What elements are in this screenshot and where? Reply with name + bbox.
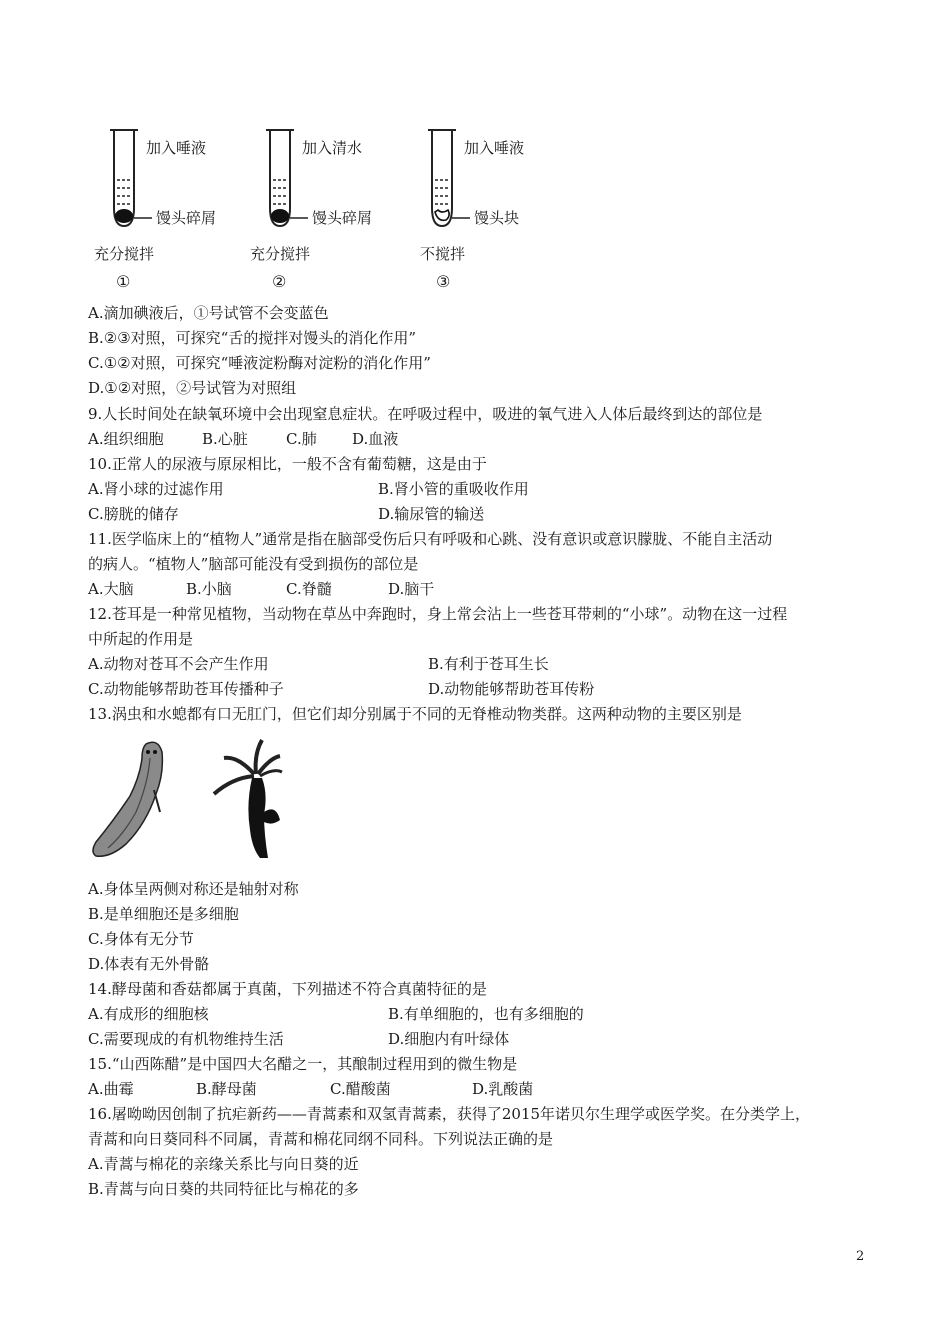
q11-stem-line-2: 的病人。“植物人”脑部可能没有受到损伤的部位是 bbox=[88, 555, 419, 573]
q10-stem: 10.正常人的尿液与原尿相比，一般不含有葡萄糖，这是由于 bbox=[88, 455, 487, 473]
tube-3-bottom-label: 不搅拌 bbox=[420, 245, 466, 263]
tube-2-side-label: 馒头碎屑 bbox=[312, 209, 373, 227]
q12-stem-line-1: 12.苍耳是一种常见植物，当动物在草丛中奔跑时，身上常会沾上一些苍耳带刺的“小球”。动物在这一过程 bbox=[88, 605, 788, 623]
q10-option-b: B.肾小管的重吸收作用 bbox=[378, 480, 529, 498]
q13-option-c: C.身体有无分节 bbox=[88, 930, 194, 948]
q13-option-b: B.是单细胞还是多细胞 bbox=[88, 905, 239, 923]
q12-option-b: B.有利于苍耳生长 bbox=[428, 655, 549, 673]
q16-option-b: B.青蒿与向日葵的共同特征比与棉花的多 bbox=[88, 1180, 359, 1198]
q15-option-d: D.乳酸菌 bbox=[472, 1080, 534, 1098]
page-number: 2 bbox=[856, 1249, 865, 1264]
tube-1-top-label: 加入唾液 bbox=[146, 139, 207, 157]
q9-option-b: B.心脏 bbox=[202, 430, 248, 448]
q13-option-d: D.体表有无外骨骼 bbox=[88, 955, 210, 973]
q14-option-c: C.需要现成的有机物维持生活 bbox=[88, 1030, 284, 1048]
hydra-illustration bbox=[206, 734, 296, 864]
q12-stem-line-2: 中所起的作用是 bbox=[88, 630, 194, 648]
q14-option-a: A.有成形的细胞核 bbox=[88, 1005, 209, 1023]
q15-option-c: C.醋酸菌 bbox=[330, 1080, 391, 1098]
tube-1-side-label: 馒头碎屑 bbox=[156, 209, 217, 227]
q9-option-a: A.组织细胞 bbox=[88, 430, 164, 448]
q16-stem-line-1: 16.屠呦呦因创制了抗疟新药——青蒿素和双氢青蒿素，获得了2015年诺贝尔生理学或医学奖。在分类学上， bbox=[88, 1105, 811, 1123]
q11-option-d: D.脑干 bbox=[388, 580, 435, 598]
q14-option-b: B.有单细胞的，也有多细胞的 bbox=[388, 1005, 584, 1023]
q14-option-d: D.细胞内有叶绿体 bbox=[388, 1030, 510, 1048]
q8-option-d: D.①②对照，②号试管为对照组 bbox=[88, 379, 297, 397]
q16-stem-line-2: 青蒿和向日葵同科不同属，青蒿和棉花同纲不同科。下列说法正确的是 bbox=[88, 1130, 554, 1148]
q12-option-a: A.动物对苍耳不会产生作用 bbox=[88, 655, 269, 673]
tube-3-number: ③ bbox=[436, 272, 451, 291]
q10-option-d: D.输尿管的输送 bbox=[378, 505, 485, 523]
q9-stem: 9.人长时间处在缺氧环境中会出现窒息症状。在呼吸过程中，吸进的氧气进入人体后最终到达的部位是 bbox=[88, 405, 763, 423]
q10-option-c: C.膀胱的储存 bbox=[88, 505, 179, 523]
q11-option-a: A.大脑 bbox=[88, 580, 134, 598]
q12-option-d: D.动物能够帮助苍耳传粉 bbox=[428, 680, 595, 698]
q16-option-a: A.青蒿与棉花的亲缘关系比与向日葵的近 bbox=[88, 1155, 359, 1173]
tube-3-side-label: 馒头块 bbox=[474, 209, 520, 227]
q13-stem: 13.涡虫和水螅都有口无肛门，但它们却分别属于不同的无脊椎动物类群。这两种动物的主要区别是 bbox=[88, 705, 742, 723]
tube-2-top-label: 加入清水 bbox=[302, 139, 363, 157]
q13-option-a: A.身体呈两侧对称还是轴射对称 bbox=[88, 880, 299, 898]
q9-option-c: C.肺 bbox=[286, 430, 317, 448]
q8-option-a: A.滴加碘液后，①号试管不会变蓝色 bbox=[88, 304, 329, 322]
tube-2-bottom-label: 充分搅拌 bbox=[250, 245, 311, 263]
tube-1-bottom-label: 充分搅拌 bbox=[94, 245, 155, 263]
q15-option-b: B.酵母菌 bbox=[196, 1080, 257, 1098]
q12-option-c: C.动物能够帮助苍耳传播种子 bbox=[88, 680, 284, 698]
q9-option-d: D.血液 bbox=[352, 430, 399, 448]
q10-option-a: A.肾小球的过滤作用 bbox=[88, 480, 224, 498]
q11-option-b: B.小脑 bbox=[186, 580, 232, 598]
planarian-illustration bbox=[88, 734, 178, 864]
q15-option-a: A.曲霉 bbox=[88, 1080, 134, 1098]
tube-3-top-label: 加入唾液 bbox=[464, 139, 525, 157]
q11-stem-line-1: 11.医学临床上的“植物人”通常是指在脑部受伤后只有呼吸和心跳、没有意识或意识朦胧、不能自主活动 bbox=[88, 530, 773, 548]
q8-option-c: C.①②对照，可探究“唾液淀粉酶对淀粉的消化作用” bbox=[88, 354, 431, 372]
q11-option-c: C.脊髓 bbox=[286, 580, 332, 598]
q15-stem: 15.“山西陈醋”是中国四大名醋之一，其酿制过程用到的微生物是 bbox=[88, 1055, 518, 1073]
tube-1-number: ① bbox=[116, 272, 131, 291]
q8-option-b: B.②③对照，可探究“舌的搅拌对馒头的消化作用” bbox=[88, 329, 417, 347]
tube-2-number: ② bbox=[272, 272, 287, 291]
q14-stem: 14.酵母菌和香菇都属于真菌，下列描述不符合真菌特征的是 bbox=[88, 980, 487, 998]
